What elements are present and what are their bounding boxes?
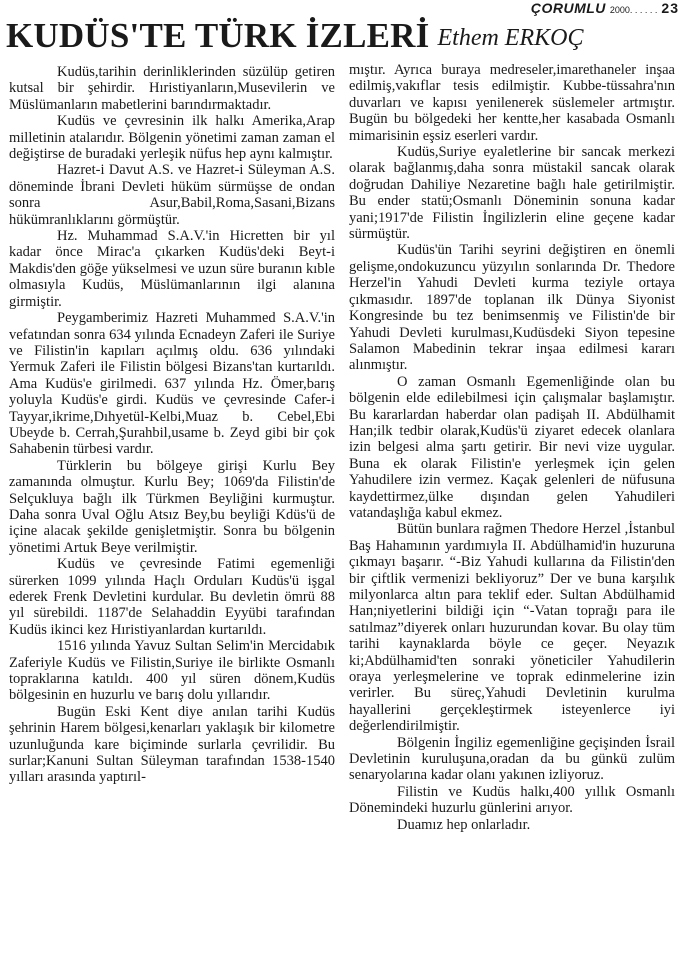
paragraph: Peygamberimiz Hazreti Muhammed S.A.V.'in vefatından sonra 634 yılında Ecnadeyn Zaferi ile Suriye ve Filistin'in kapıları açılmış oldu. 636 yılındaki Yermuk Zaferi ile Filistin bölgesi Bizans'tan kurtarıldı. Ama Kudüs'e girilmedi. 637 yılında Hz. Ömer,barış yoluyla Kudüs'e girdi. Kudüs ve çevresinde Cafer-i Tayyar,ikrime,Dıhyetül-Kelbi,Muaz b. Cebel,Ebi Ubeyde b. Cerrah,Şurahbil,usame b. Zeyd gibi bir çok Sahabenin türbesi vardır. bbox=[9, 310, 335, 458]
issue-date: 2000. . . . . . bbox=[609, 5, 658, 15]
paragraph: Kudüs ve çevresinde Fatimi egemenliği sürerken 1099 yılında Haçlı Orduları Kudüs'ü işgal ederek Frenk Devletini kurdular. Bu devletin ömrü 88 yıl sürebildi. 1187'de Selahaddin Eyyübi tarafından Kudüs ikinci kez Hıristiyanlardan kurtarıldı. bbox=[9, 556, 335, 638]
paragraph-continuation: mıştır. Ayrıca buraya medreseler,imarethaneler inşaa edilmiş,vakıflar tesis edilmiştir. Kubbe-tüssahra'nın duvarları ve kapısı yenilenerek süslemeler artmıştır. Bugün bu bölgedeki her kentte,her kasabada Osmanlı mimarisinin eşsiz eserleri vardır. bbox=[349, 62, 675, 144]
paragraph: Filistin ve Kudüs halkı,400 yıllık Osmanlı Dönemindeki huzurlu günlerini arıyor. bbox=[349, 783, 675, 817]
page-number: 23 bbox=[661, 0, 679, 16]
paragraph: Kudüs,tarihin derinliklerinden süzülüp getiren kutsal bir şehirdir. Hıristiyanların,Musevilerin ve Müslümanların mabetlerini barındırmaktadır. bbox=[9, 64, 335, 113]
paragraph: 1516 yılında Yavuz Sultan Selim'in Mercidabık Zaferiyle Kudüs ve Filistin,Suriye ile birlikte Osmanlı topraklarına katıldı. 400 yıl süren dönem,Kudüs bölgesinin en huzurlu ve barış dolu yıllarıdır. bbox=[9, 638, 335, 704]
left-column bbox=[9, 64, 335, 972]
paragraph: Bugün Eski Kent diye anılan tarihi Kudüs şehrinin Harem bölgesi,kenarları yaklaşık bir kilometre uzunluğunda kare biçiminde surlarla çevrilidir. Bu surlar;Kanuni Sultan Süleyman tarafından 1538-1540 yılları arasında yaptırıl- bbox=[9, 703, 335, 786]
paragraph: O zaman Osmanlı Egemenliğinde olan bu bölgenin elde edilebilmesi için çalışmalar başlamıştır. Bu kararlardan haberdar olan padişah II. Abdülhamit Han;ilk tedbir olarak,Kudüs'ü ziyaret edecek olanlara izin belgesi alma şartı getirir. Bir nevi vize uygular. Buna ek olarak Filistin'e yerleşmek için gelen Yahudilere izin vermez. Kaçak gelenleri de nüfusuna kaydettirmez,ülke dışından gelen Yahudileri vatandaşlığa kabul ekmez. bbox=[349, 373, 675, 521]
paragraph: Hz. Muhammad S.A.V.'in Hicretten bir yıl kadar önce Mirac'a çıkarken Kudüs'deki Beyt-i Makdis'den göğe yükselmesi ve uzun süre buranın kıble olmasıyla Kudüs, Müslümanlarının ilgi alanına girmiştir. bbox=[9, 228, 335, 310]
paragraph: Kudüs'ün Tarihi seyrini değiştiren en önemli gelişme,ondokuzuncu yüzyılın sonlarında Dr. Thedore Herzel'in Yahudi Devleti kurma teziyle ortaya çıkmasıdır. 1897'de toplanan ilk Dünya Siyonist Kongresinde bu tez benimsenmiş ve Filistin'de bir Yahudi Devleti kurulması,Kudüsdeki Siyon tepesine Salamon Mabedinin tekrar inşaa edilmesi kararı alınmıştır. bbox=[349, 242, 675, 374]
paragraph: Bölgenin İngiliz egemenliğine geçişinden İsrail Devletinin kuruluşuna,oradan da bu günkü zulüm senaryolarına kadar olanı yakınen izliyoruz. bbox=[349, 734, 675, 784]
article-author: Ethem ERKOÇ bbox=[437, 25, 584, 51]
paragraph: Kudüs ve çevresinin ilk halkı Amerika,Arap milletinin atalarıdır. Bölgenin yönetimi zaman zaman el değiştirse de buradaki yerleşik nüfus hep aynı kalmıştır. bbox=[9, 113, 335, 163]
magazine-logo: ÇORUMLU bbox=[530, 0, 606, 16]
paragraph: Hazret-i Davut A.S. ve Hazret-i Süleyman A.S. döneminde İbrani Devleti hüküm sürmüşse de ondan sonra Asur,Babil,Roma,Sasani,Bizans hükümranlıklarını görmüştür. bbox=[9, 162, 335, 228]
closing-line: Duamız hep onlarladır. bbox=[397, 816, 531, 833]
paragraph: Kudüs,Suriye eyaletlerine bir sancak merkezi olarak bağlanmış,daha sonra müstakil sancak olarak doğrudan Dahiliye Nezaretine bağlı hale getirilmiştir. Bu ender statü;Osmanlı Döneminin sonuna kadar yani;1917'de Filistin İngilizlerin eline geçene kadar sürmüştür. bbox=[349, 144, 675, 243]
article-header bbox=[6, 14, 683, 58]
paragraph: Bütün bunlara rağmen Thedore Herzel ,İstanbul Baş Hahamının yardımıyla II. Abdülhamid'in huzuruna çıkmayı başarır. “-Biz Yahudi kullarına da Filistin'den bir çiftlik vermenizi bekliyoruz” Der ve buna karşılık milyonlarca altın para teklif eder. Sultan Abdülhamid Han;niyetlerini bildiği için “-Vatan toprağı para ile satılmaz”diyerek onları huzurundan kovar. Bu olay tüm tarihi kaynaklarda böyle ce geçer. Neyazık ki;Abdülhamid'ten sonraki yöneticiler Yahudilerin oraya yerleşmelerine ve toprak edinmelerine izin verirler. Bu süreç,Yahudi Devletinin kurulma hayallerini gerçekleştirmek isteyenlerce iyi değerlendirilmiştir. bbox=[349, 521, 675, 735]
paragraph: Türklerin bu bölgeye girişi Kurlu Bey zamanında olmuştur. Kurlu Bey; 1069'da Filistin'de Selçukluya bağlı ilk Türkmen Beyliğini kurmuştur. Daha sonra Uval Oğlu Atsız Bey,bu beyliği Kdüs'ü de içine alacak şekilde genişletmiştir. Sonra bu bölgenin yönetimi Artuk Beye verilmiştir. bbox=[9, 457, 335, 556]
article-title: KUDÜS'TE TÜRK İZLERİ bbox=[6, 16, 430, 55]
right-column bbox=[349, 62, 675, 970]
